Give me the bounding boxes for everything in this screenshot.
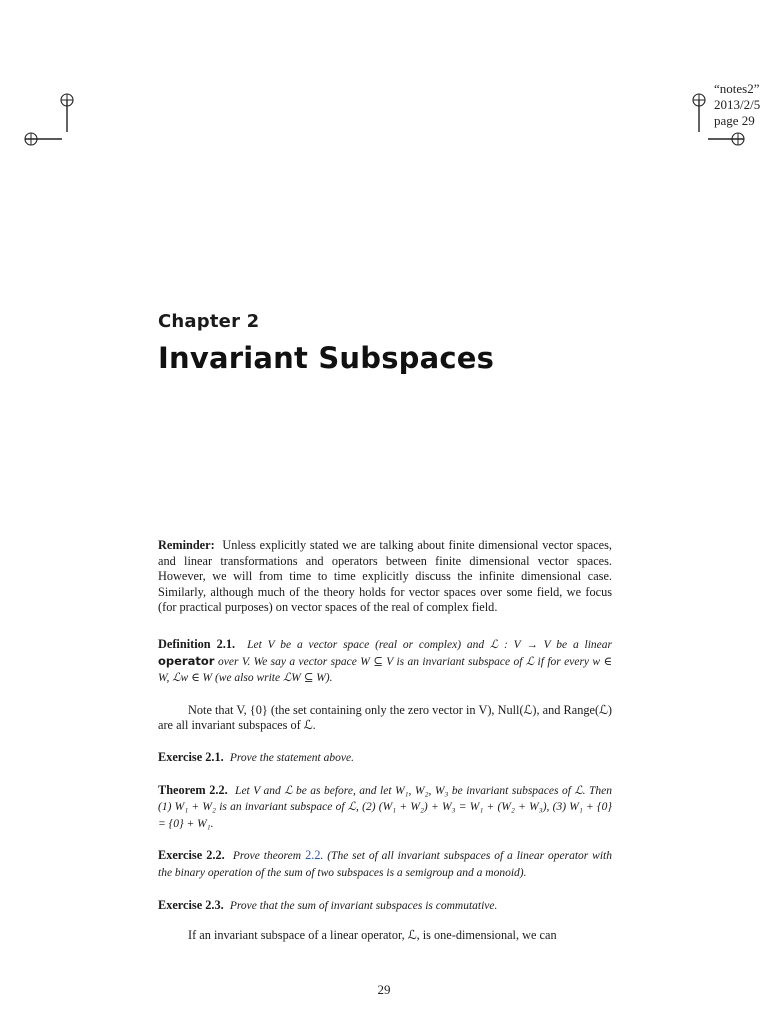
exercise-2-2-text-b: . (The set of all invariant subspaces of a linear operator with the binary operation of the sum of two subspaces is a semigroup and a monoid). [158, 850, 612, 879]
definition-paragraph [158, 637, 612, 687]
exercise-2-1 [158, 750, 612, 767]
header-page-ref: page 29 [714, 113, 755, 128]
exercise-2-3-text: Prove that the sum of invariant subspaces is commutative. [229, 899, 498, 912]
final-paragraph: If an invariant subspace of a linear operator, ℒ, is one-dimensional, we can [188, 928, 557, 943]
header-date: 2013/2/5 [714, 97, 761, 112]
exercise-2-3-lead: Exercise 2.3. [158, 897, 224, 912]
exercise-2-1-lead: Exercise 2.1. [158, 749, 224, 764]
reminder-text: Unless explicitly stated we are talking about finite dimensional vector spaces, and linear transformations and operators between finite dimensional vector spaces. However, we will from time to time explicitly discuss the infinite dimensional case. Similarly, although much of the theory holds for vector spaces over some field, we focus (for practical purposes) on vector spaces of the real of complex field. [158, 538, 612, 615]
file-name: “notes2” [714, 81, 760, 96]
chapter-label: Chapter 2 [158, 311, 260, 332]
exercise-2-2 [158, 848, 612, 881]
note-paragraph: Note that V, {0} (the set containing only the zero vector in V), Null(ℒ), and Range(ℒ) are all invariant subspaces of ℒ. [158, 702, 612, 733]
exercise-2-3 [158, 898, 612, 915]
exercise-2-2-text-a: Prove theorem [232, 850, 302, 863]
theorem-lead: Theorem 2.2. [158, 782, 228, 797]
theorem-2-2 [158, 783, 612, 833]
exercise-2-2-lead: Exercise 2.2. [158, 848, 225, 863]
chapter-title: Invariant Subspaces [158, 341, 495, 375]
page-body [158, 538, 612, 944]
running-header-meta [714, 81, 760, 129]
exercise-2-1-text: Prove the statement above. [229, 751, 354, 764]
reminder-lead: Reminder: [158, 538, 215, 552]
theorem-reference-link[interactable]: 2.2 [305, 848, 321, 863]
page-number: 29 [377, 982, 391, 997]
definition-text-b: over V. We say a vector space W ⊆ V is an invariant subspace of ℒ if for every w ∈ W, ℒw ∈ W (we also write ℒW ⊆ W). [158, 655, 612, 685]
crop-mark-top-left [20, 90, 100, 150]
reminder-paragraph [158, 538, 612, 616]
definition-text-a: Let V be a vector space (real or complex) and ℒ : V → V be a linear [247, 638, 612, 651]
theorem-text: Let V and ℒ be as before, and let W₁, W₂, W₃ be invariant subspaces of ℒ. Then (1) W₁ + W₂ is an invariant subspace of ℒ, (2) (W₁ + W₂) + W₃ = W₁ + (W₂ + W₃), (3) W₁ + {0} = {0} + W₁. [158, 784, 612, 830]
definition-lead: Definition 2.1. [158, 636, 236, 651]
definition-keyword: operator [158, 653, 215, 668]
